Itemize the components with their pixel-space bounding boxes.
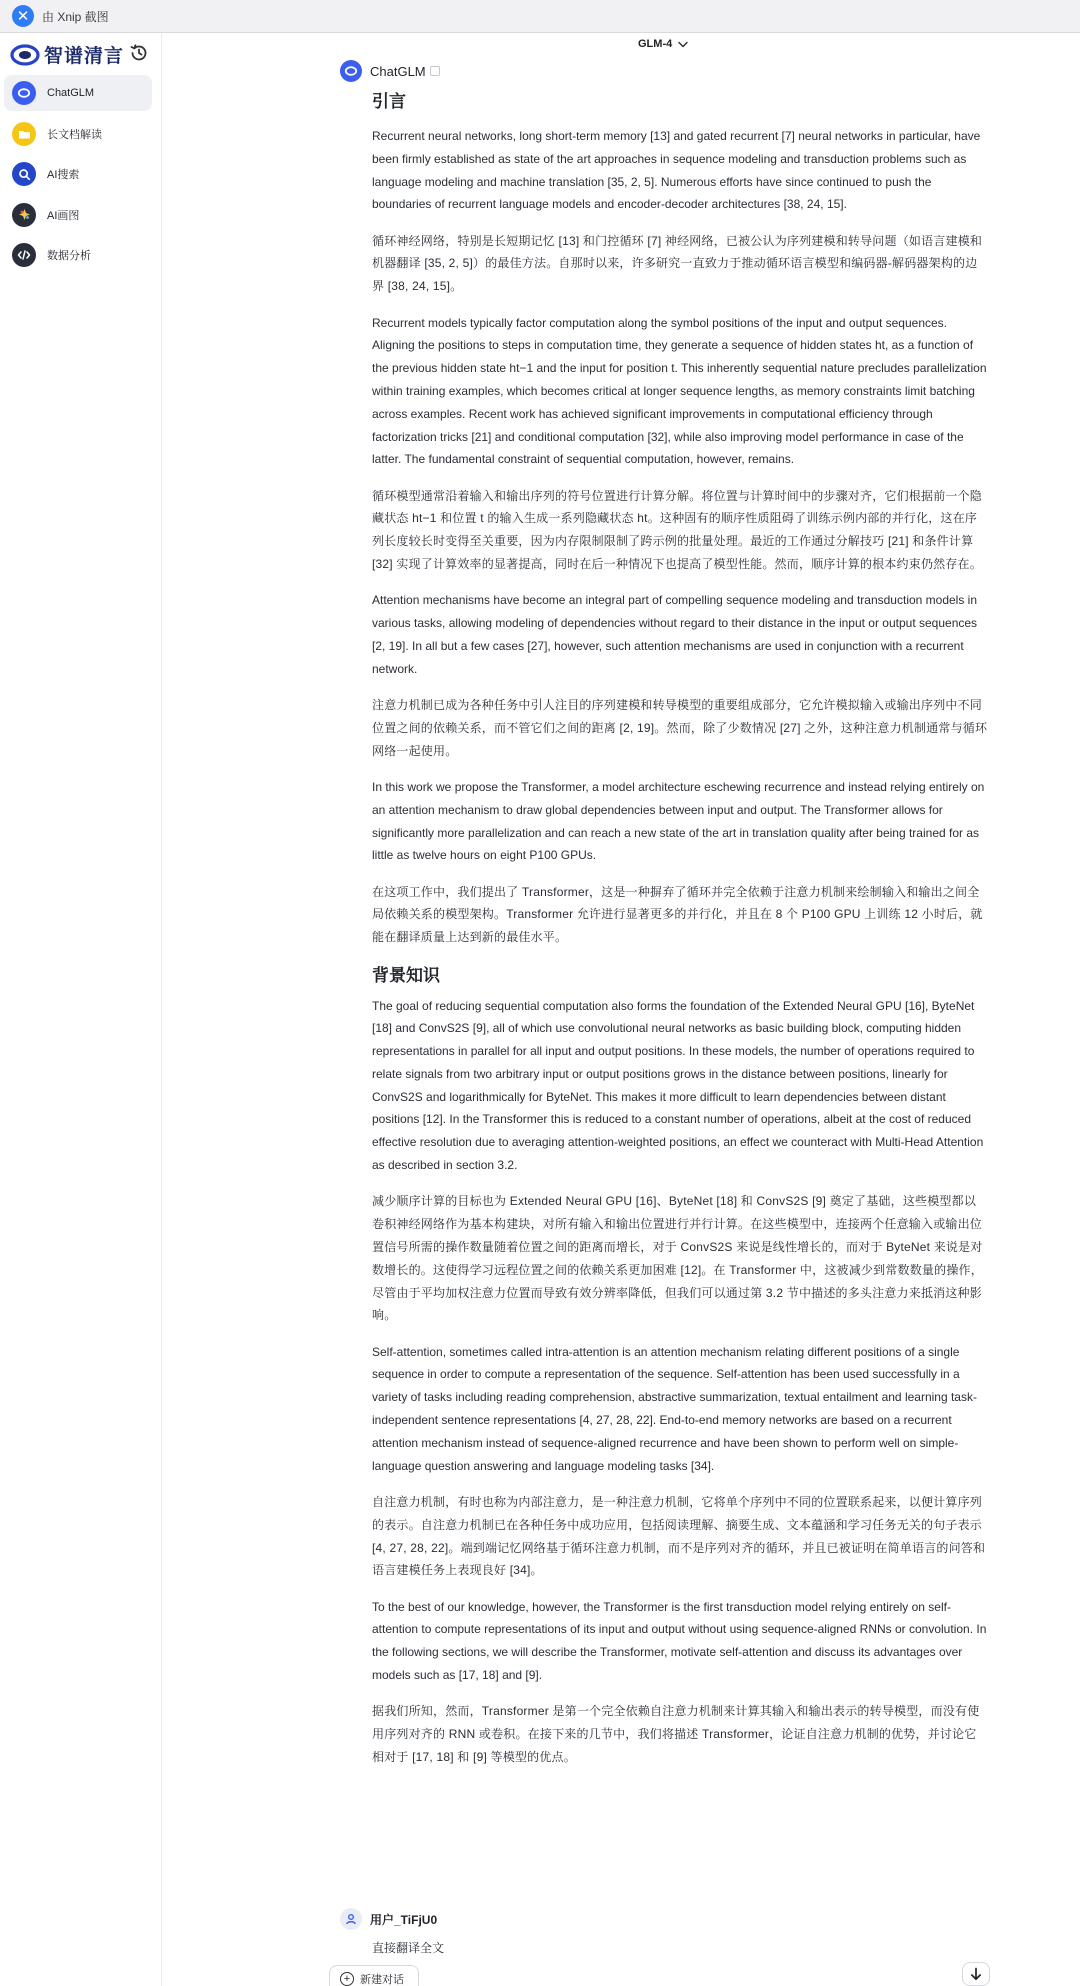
model-name: GLM-4 [638,38,673,50]
paragraph: Attention mechanisms have become an integral part of compelling sequence modeling and transduction models in various tasks, allowing modeling of dependencies without regard to their distance in the input or output sequences [2, 19]. In all but a few cases [27], however, such attention mechanisms are used in conjunction with a recurrent network. [372,593,978,676]
paragraph: To the best of our knowledge, however, the Transformer is the first transduction model relying entirely on self-attention to compute representations of its input and output without using sequence-aligned RNNs or convolution. In the following sections, we will describe the Transformer, motivate self-attention and discuss its advantages over models such as [17, 18] and [9]. [372,1599,987,1683]
chevron-down-icon [678,41,688,48]
capture-title: 由 Xnip 截图 [42,9,109,24]
sidebar-item-long-doc[interactable] [4,116,152,152]
sidebar-nav [4,75,152,278]
zhipu-logo-icon [10,43,40,67]
folder-icon [12,122,36,146]
user-message-header [340,1908,437,1930]
section-heading: 引言 [372,92,406,111]
sidebar-item-label: AI画图 [47,209,80,222]
paragraph: 注意力机制已成为各种任务中引人注目的序列建模和转导模型的重要组成部分，它允许模拟输入或输出序列中不同位置之间的依赖关系，而不管它们之间的距离 [2, 19]。然而，除了少数情况 [27] 之外，这种注意力机制通常与循环网络一起使用。 [372,698,988,758]
paragraph: 据我们所知，然而，Transformer 是第一个完全依赖自注意力机制来计算其输入和输出表示的转导模型，而没有使用序列对齐的 RNN 或卷积。在接下来的几节中，我们将描述 Transformer，论证自注意力机制的优势，并讨论它相对于 [17, 18] 和 [9] 等模型的优点。 [372,1704,980,1764]
search-icon [12,162,36,186]
paragraph: In this work we propose the Transformer, a model architecture eschewing recurrence and instead relying entirely on an attention mechanism to draw global dependencies between input and output. The Transformer allows for significantly more parallelization and can reach a new state of the art in translation quality after being trained for as little as twelve hours on eight P100 GPUs. [372,779,985,863]
sidebar-item-chatglm[interactable] [4,75,152,111]
sidebar-item-label: AI搜索 [47,169,80,181]
sidebar-item-ai-draw[interactable] [4,197,152,233]
paragraph: The goal of reducing sequential computation also forms the foundation of the Extended Neural GPU [16], ByteNet [18] and ConvS2S [9], all of which use convolutional neural networks as basic building block, computing hidden representations in parallel for all input and output positions. In these models, the number of operations required to relate signals from two arbitrary input or output positions grows in the distance between positions, linearly for ConvS2S and logarithmically for ByteNet. This makes it more difficult to learn dependencies between distant positions [12]. In the Transformer this is reduced to a constant number of operations, albeit at the cost of reduced effective resolution due to averaging attention-weighted positions, an effect we counteract with Multi-Head Attention as described in section 3.2. [372,998,984,1173]
paragraph: Recurrent neural networks, long short-term memory [13] and gated recurrent [7] neural networks in particular, have been firmly established as state of the art approaches in sequence modeling and transduction problems such as language modeling and machine translation [35, 2, 5]. Numerous efforts have since continued to push the boundaries of recurrent language models and encoder-decoder architectures [38, 24, 15]. [372,129,981,212]
new-chat-button[interactable] [329,1965,419,1986]
brand-logo[interactable] [10,41,124,68]
section-heading: 背景知识 [372,965,440,985]
chatglm-icon [12,81,36,105]
paragraph: 自注意力机制，有时也称为内部注意力，是一种注意力机制，它将单个序列中不同的位置联系起来，以便计算序列的表示。自注意力机制已在各种任务中成功应用，包括阅读理解、摘要生成、文本蕴涵和学习任务无关的句子表示 [4, 27, 28, 22]。端到端记忆网络基于循环注意力机制，而不是序列对齐的循环，并且已被证明在简单语言的问答和语言建模任务上表现良好 [34]。 [372,1494,986,1578]
paragraph: Self-attention, sometimes called intra-attention is an attention mechanism relating different positions of a single sequence in order to compute a representation of the sequence. Self-attention has been used successfully in a variety of tasks including reading comprehension, abstractive summarization, textual entailment and learning task-independent sentence representations [4, 27, 28, 22]. End-to-end memory networks are based on a recurrent attention mechanism instead of sequence-aligned recurrence and have been shown to perform well on simple-language question answering and language modeling tasks [34]. [372,1344,977,1473]
plus-icon: + [340,1972,354,1986]
sidebar-item-ai-search[interactable] [4,156,152,192]
message-author: ChatGLM [370,63,426,79]
user-name: 用户_TiFjU0 [370,1912,438,1927]
sidebar-item-label: 长文档解读 [47,128,102,141]
paragraph: 循环神经网络，特别是长短期记忆 [13] 和门控循环 [7] 神经网络，已被公认为序列建模和转导问题（如语言建模和机器翻译 [35, 2, 5]）的最佳方法。自那时以来，许多研究一直致力于推动循环语言模型和编码器-解码器架构的边界 [38, 24, 15]。 [372,233,983,294]
sidebar-item-label: 数据分析 [47,250,91,262]
paragraph: 在这项工作中，我们提出了 Transformer，这是一种摒弃了循环并完全依赖于注意力机制来绘制输入和输出之间全局依赖关系的模型架构。Transformer 允许进行显著更多的并行化，并且在 8 个 P100 GPU 上训练 12 小时后，就能在翻译质量上达到新的最佳水平。 [372,884,983,945]
user-message-text: 直接翻译全文 [372,1941,445,1955]
sidebar-item-data-analysis[interactable] [4,237,152,273]
model-selector[interactable] [638,38,688,50]
assistant-message-header [340,60,440,82]
code-icon [12,243,36,267]
arrow-down-icon [970,1967,982,1981]
paragraph: 循环模型通常沿着输入和输出序列的符号位置进行计算分解。将位置与计算时间中的步骤对齐，它们根据前一个隐藏状态 ht−1 和位置 t 的输入生成一系列隐藏状态 ht。这种固有的顺序性质阻碍了训练示例内部的并行化，这在序列长度较长时变得至关重要，因为内存限制限制了跨示例的批量处理。最近的工作通过分解技巧 [21] 和条件计算 [32] 实现了计算效率的显著提高，同时在后一种情况下也提高了模型性能。然而，顺序计算的根本约束仍然存在。 [372,488,983,572]
paragraph: Recurrent models typically factor computation along the symbol positions of the input and output sequences. Aligning the positions to steps in computation time, they generate a sequence of hidden states ht, as a function of the previous hidden state ht−1 and the input for position t. This inherently sequential nature precludes parallelization within training examples, which becomes critical at longer sequence lengths, as memory constraints limit batching across examples. Recent work has achieved significant improvements in computational efficiency through factorization tricks [21] and conditional computation [32], while also improving model performance in case of the latter. The fundamental constraint of sequential computation, however, remains. [372,315,987,467]
history-icon[interactable] [128,42,150,64]
assistant-message-body [372,89,988,1782]
paint-icon [12,203,36,227]
chatglm-avatar-icon [340,60,362,82]
new-chat-label: 新建对话 [360,1974,404,1986]
capture-titlebar [0,0,1080,33]
xnip-icon: ✕ [12,5,34,27]
user-avatar-icon [340,1908,362,1930]
sidebar [0,33,162,1986]
model-tag-icon [430,66,440,76]
sidebar-item-label: ChatGLM [47,87,95,99]
paragraph: 减少顺序计算的目标也为 Extended Neural GPU [16]、ByteNet [18] 和 ConvS2S [9] 奠定了基础，这些模型都以卷积神经网络作为基本构建块，对所有输入和输出位置进行并行计算。在这些模型中，连接两个任意输入或输出位置信号所需的操作数量随着位置之间的距离而增长，对于 ConvS2S 来说是线性增长的，而对于 ByteNet 来说是对数增长的。这使得学习远程位置之间的依赖关系更加困难 [12]。在 Transformer 中，这被减少到常数数量的操作，尽管由于平均加权注意力位置而导致有效分辨率降低，但我们可以通过第 3.2 节中描述的多头注意力来抵消这种影响。 [372,1194,983,1323]
brand-name: 智谱清言 [44,46,125,67]
scroll-to-bottom-button[interactable] [962,1962,990,1986]
